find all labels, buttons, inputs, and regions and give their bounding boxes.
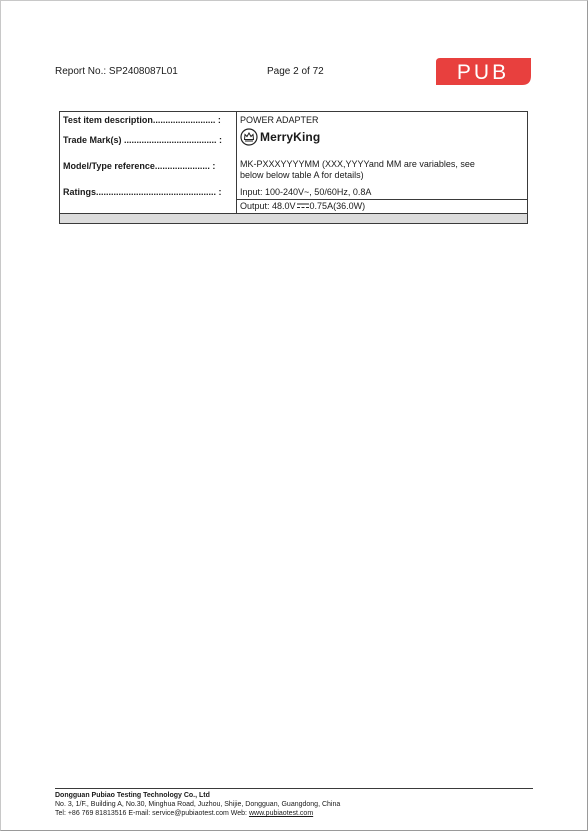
footer-divider [55, 788, 533, 789]
row-trade-mark [60, 127, 528, 158]
trade-mark-value [237, 127, 528, 158]
trade-mark-label: Trade Mark(s) ..................................... : [60, 127, 237, 158]
test-item-table [59, 111, 528, 224]
test-item-value: POWER ADAPTER [240, 115, 319, 125]
model-value-line2: below below table A for details) [240, 170, 364, 180]
footer-company: Dongguan Pubiao Testing Technology Co., Ltd [55, 792, 210, 799]
ratings-label: Ratings................................................ : [60, 186, 237, 200]
footer [55, 791, 340, 818]
row-ratings-output [60, 200, 528, 214]
footer-contact [55, 809, 340, 818]
row-ratings-input [60, 186, 528, 200]
footer-contact-text: Tel: +86 769 81813516 E-mail: service@pubiaotest.com Web: [55, 810, 249, 817]
row-model-reference [60, 158, 528, 186]
dc-symbol-icon [297, 203, 309, 209]
merryking-logo [240, 128, 524, 146]
logo-text: PUB [456, 61, 510, 84]
model-label: Model/Type reference...................... : [60, 158, 237, 186]
row-test-item [60, 112, 528, 128]
trade-mark-text: MerryKing [260, 129, 321, 144]
row-gray-separator [60, 214, 528, 224]
footer-address: No. 3, 1/F., Building A, No.30, Minghua Road, Juzhou, Shijie, Dongguan, Guangdong, China [55, 801, 341, 808]
ratings-output-suffix: 0.75A(36.0W) [309, 201, 366, 211]
test-item-label: Test item description......................... : [60, 112, 237, 128]
ratings-input: Input: 100-240V~, 50/60Hz, 0.8A [240, 187, 372, 197]
model-value-line1: MK-PXXXYYYYMM (XXX,YYYYand MM are variables, see [240, 159, 475, 169]
ratings-label-empty [60, 200, 237, 214]
page-number: Page 2 of 72 [267, 66, 324, 77]
pub-logo [436, 58, 531, 85]
report-number: Report No.: SP2408087L01 [55, 66, 178, 77]
crown-icon [240, 128, 258, 146]
footer-web-link[interactable]: www.pubiaotest.com [248, 810, 314, 817]
ratings-output [237, 200, 528, 214]
model-value [237, 158, 528, 186]
ratings-output-prefix: Output: 48.0V [240, 201, 296, 211]
